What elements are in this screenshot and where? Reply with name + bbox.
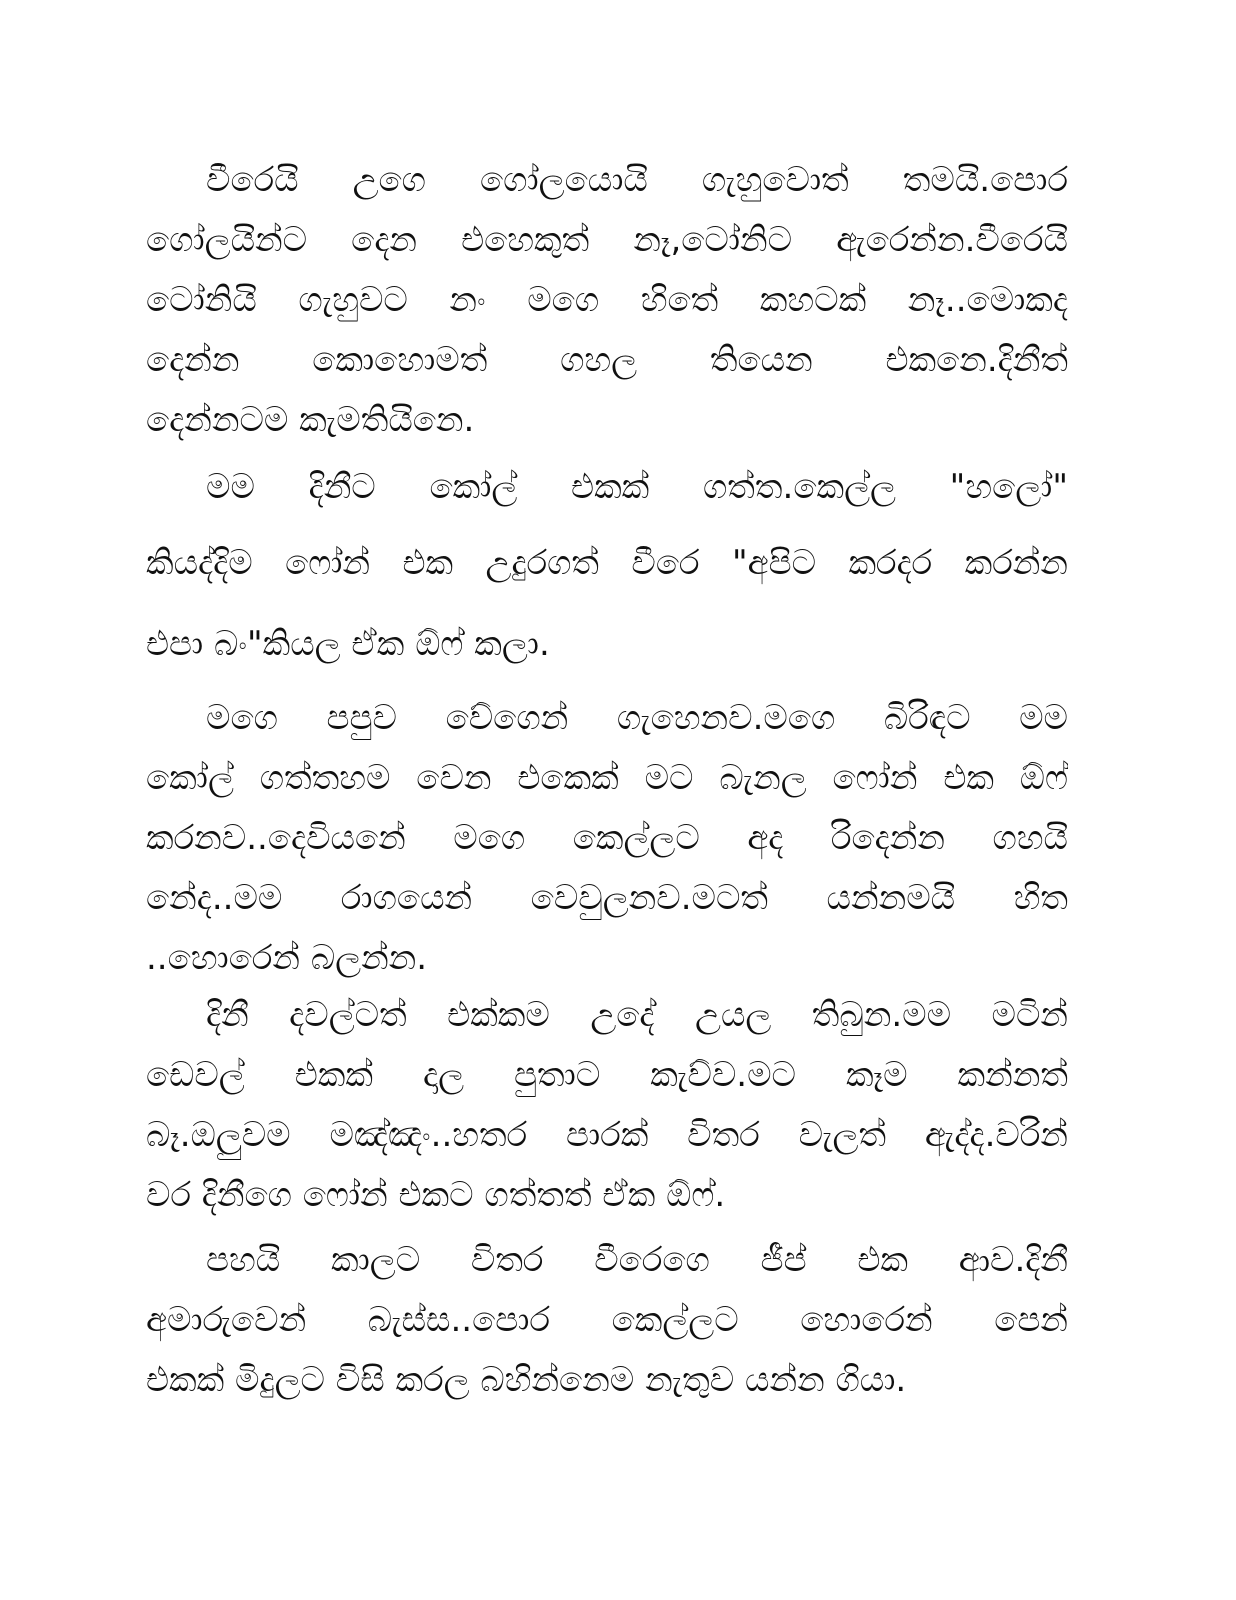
paragraph-line: බෑ.ඔලුවම මඤ්ඤං..හතර පාරක් විතර වැලත් ඇද්ද.වරින් [146, 1115, 1068, 1155]
paragraph-line: දෙන්නටම කැමතියිනෙ. [146, 400, 475, 440]
paragraph-line: දිනී දවල්ටත් එක්කම උදේ උයල තිබුන.මම මටින් [206, 995, 1068, 1035]
paragraph-line: ඩෙවල් එකක් දාල පුතාට කැව්ව.මට කෑම කන්නත් [146, 1055, 1068, 1095]
paragraph-line: ටෝනියි ගැහුවට නං මගෙ හිතේ කහටක් නෑ..මොකද [146, 280, 1068, 320]
paragraph-2 [146, 455, 1068, 681]
paragraph-line: එකක් මිදුලට විසි කරල බහින්නෙම නැතුව යන්න ගියා. [146, 1360, 907, 1400]
paragraph-line: දෙන්න කොහොමත් ගහල තියෙන එකනෙ.දිනීත් [146, 340, 1068, 380]
paragraph-line: ගෝලයින්ට දෙන එහෙකුත් නෑ,ටෝනිට ඇරෙන්න.වීරෙයි [146, 220, 1068, 260]
paragraph-line: නේද..මම රාගයෙන් වෙවුලනව.මටත් යන්නමයි හිත [146, 878, 1068, 918]
paragraph-4 [146, 985, 1068, 1225]
paragraph-line: කරනව..දෙවියනේ මගෙ කෙල්ලට අද රිදෙන්න ගහයි [146, 818, 1068, 858]
paragraph-line: මම දිනීට කෝල් එකක් ගත්ත.කෙල්ල "හලෝ" [206, 467, 1068, 507]
paragraph-line: මගෙ පපුව වේගෙන් ගැහෙනව.මගෙ බිරිඳට මම [206, 698, 1068, 738]
paragraph-line: වීරෙයි උගෙ ගෝලයොයි ගැහුවොත් තමයි.පොර [206, 160, 1068, 200]
paragraph-5 [146, 1230, 1068, 1410]
paragraph-3 [146, 688, 1068, 988]
paragraph-line: ..හොරෙන් බලන්න. [146, 938, 428, 978]
paragraph-line: අමාරුවෙන් බැස්ස..පොර කෙල්ලට හොරෙන් පෙන් [146, 1300, 1068, 1340]
paragraph-1 [146, 150, 1068, 450]
paragraph-line: කෝල් ගත්තහම වෙන එකෙක් මට බැනල ෆෝන් එක ඕෆ් [146, 758, 1068, 798]
paragraph-line: කියද්දිම ෆෝන් එක උදුරගත් වීරෙ "අපිට කරදර කරන්න [146, 543, 1068, 583]
paragraph-line: පහයි කාලට විතර වීරෙගෙ ජීප් එක ආව.දිනී [206, 1240, 1068, 1280]
paragraph-line: එපා බං"කියල ඒක ඕෆ් කලා. [146, 624, 550, 664]
paragraph-line: වර දිනීගෙ ෆෝන් එකට ගත්තත් ඒක ඕෆ්. [146, 1175, 726, 1215]
